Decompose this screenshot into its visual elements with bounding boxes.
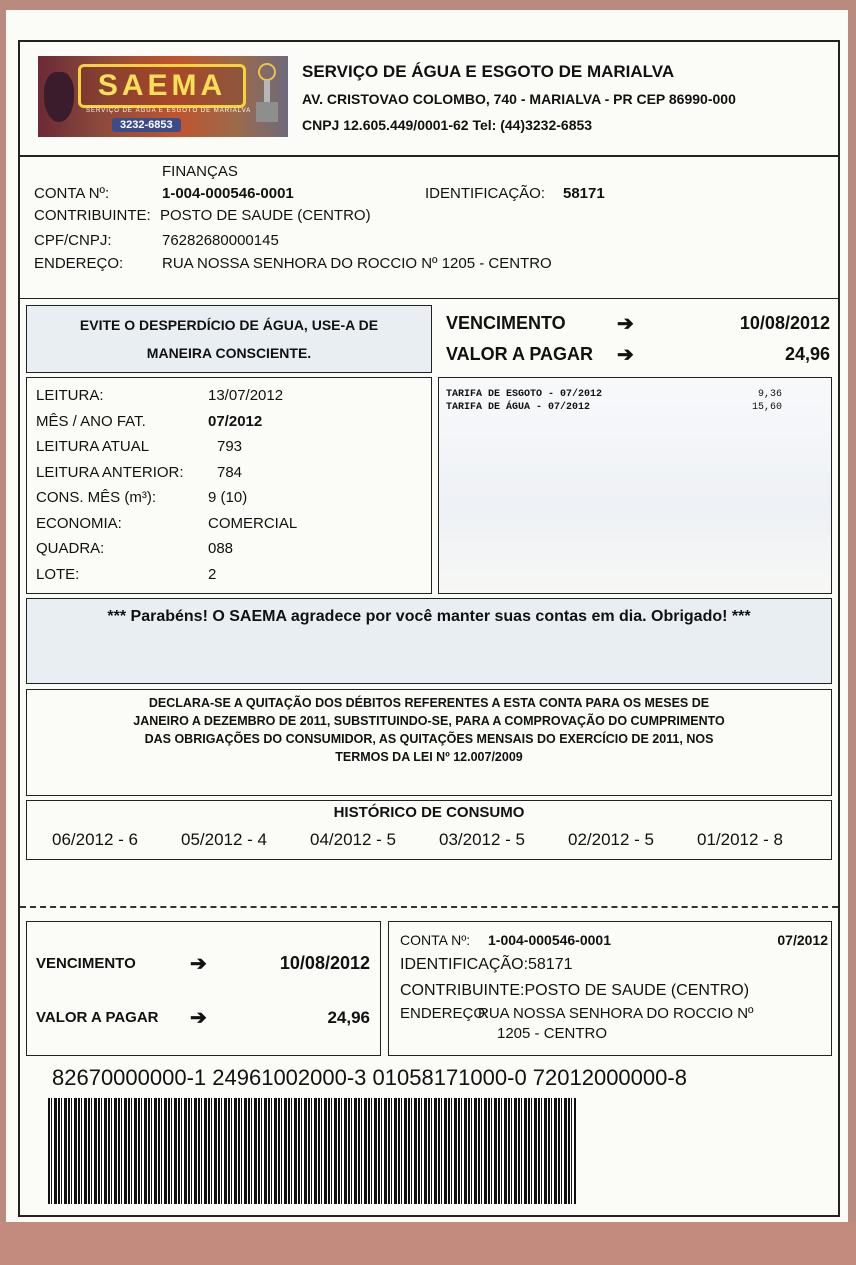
reading-label: LOTE: — [36, 565, 80, 583]
org-cnpj-phone: CNPJ 12.605.449/0001-62 Tel: (44)3232-6853 — [302, 117, 593, 133]
contrib-value: POSTO DE SAUDE (CENTRO) — [160, 207, 371, 224]
history-item: 03/2012 - 5 — [439, 830, 526, 849]
section-label: FINANÇAS — [162, 163, 238, 180]
reading-label: LEITURA ANTERIOR: — [36, 463, 184, 481]
reading-value: 9 (10) — [208, 489, 248, 506]
stub-end-label: ENDEREÇO: — [400, 1005, 490, 1022]
history-item: 06/2012 - 6 — [52, 830, 139, 849]
stub-end-line1: RUA NOSSA SENHORA DO ROCCIO Nº — [478, 1005, 754, 1022]
scan-edge — [0, 1222, 856, 1265]
logo-phone: 3232-6853 — [112, 118, 181, 132]
declaration-line: JANEIRO A DEZEMBRO DE 2011, SUBSTITUINDO-SE, PARA A COMPROVAÇÃO DO CUMPRIMENTO — [133, 714, 725, 728]
conta-label: CONTA Nº: — [34, 185, 110, 202]
reading-label: LEITURA: — [36, 387, 104, 404]
stub-valor-label: VALOR A PAGAR — [36, 1009, 159, 1026]
arrow-right-icon: ➔ — [190, 953, 207, 975]
thanks-message: *** Parabéns! O SAEMA agradece por você manter suas contas em dia. Obrigado! *** — [107, 608, 751, 625]
charge-label: TARIFA DE ESGOTO - 07/2012 — [446, 389, 603, 400]
reading-label: CONS. MÊS (m³): — [36, 489, 156, 506]
charge-value: 15,60 — [751, 402, 782, 413]
due-venc-label: VENCIMENTO — [446, 313, 566, 333]
reading-value: 088 — [208, 540, 234, 557]
history-item: 04/2012 - 5 — [310, 830, 397, 849]
stub-ident: IDENTIFICAÇÃO:58171 — [400, 956, 573, 973]
ident-value: 58171 — [563, 185, 605, 202]
history-title: HISTÓRICO DE CONSUMO — [333, 804, 525, 821]
arrow-right-icon: ➔ — [617, 344, 634, 366]
end-label: ENDEREÇO: — [34, 255, 124, 272]
notice-line2: MANEIRA CONSCIENTE. — [146, 345, 312, 361]
stub-venc-value: 10/08/2012 — [279, 953, 370, 973]
stub-conta-value: 1-004-000546-0001 — [488, 932, 611, 948]
reading-value: 784 — [217, 463, 243, 481]
stub-conta-label: CONTA Nº: — [400, 932, 471, 948]
charge-value: 9,36 — [757, 389, 782, 400]
stub-end-line2: 1205 - CENTRO — [497, 1025, 608, 1042]
org-address: AV. CRISTOVAO COLOMBO, 740 - MARIALVA - PR CEP 86990-000 — [302, 91, 736, 107]
declaration-line: TERMOS DA LEI Nº 12.007/2009 — [335, 750, 523, 764]
reading-value: 793 — [217, 438, 243, 455]
conta-value: 1-004-000546-0001 — [162, 185, 294, 202]
stub-valor-value: 24,96 — [327, 1008, 370, 1027]
stub-ref: 07/2012 — [777, 932, 828, 948]
reading-value: 2 — [208, 565, 217, 583]
due-valor-label: VALOR A PAGAR — [446, 344, 593, 364]
reading-label: LEITURA ATUAL — [36, 438, 150, 455]
stub-contrib: CONTRIBUINTE:POSTO DE SAUDE (CENTRO) — [400, 982, 750, 999]
arrow-right-icon: ➔ — [190, 1007, 207, 1029]
logo-tagline: SERVIÇO DE ÁGUA E ESGOTO DE MARIALVA — [86, 108, 252, 114]
history-item: 01/2012 - 8 — [697, 830, 784, 849]
org-name: SERVIÇO DE ÁGUA E ESGOTO DE MARIALVA — [302, 62, 675, 81]
reading-value: 07/2012 — [208, 412, 263, 430]
reading-value: COMERCIAL — [208, 514, 298, 532]
cpf-value: 76282680000145 — [162, 232, 279, 249]
end-value: RUA NOSSA SENHORA DO ROCCIO Nº 1205 - CENTRO — [162, 255, 552, 272]
due-valor-value: 24,96 — [784, 344, 830, 364]
contrib-label: CONTRIBUINTE: — [34, 207, 151, 224]
reading-label: MÊS / ANO FAT. — [36, 412, 146, 430]
bill-frame — [18, 40, 840, 1217]
charge-label: TARIFA DE ÁGUA - 07/2012 — [446, 402, 591, 413]
declaration-line: DECLARA-SE A QUITAÇÃO DOS DÉBITOS REFERENTES A ESTA CONTA PARA OS MESES DE — [148, 696, 710, 710]
due-venc-value: 10/08/2012 — [739, 313, 830, 333]
history-item: 02/2012 - 5 — [568, 830, 655, 849]
ident-label: IDENTIFICAÇÃO: — [425, 185, 546, 202]
reading-label: QUADRA: — [36, 540, 105, 557]
logo-wordmark: SAEMA — [78, 64, 246, 108]
history-item: 05/2012 - 4 — [181, 830, 268, 849]
notice-line1: EVITE O DESPERDÍCIO DE ÁGUA, USE-A DE — [79, 317, 379, 333]
barcode-digits: 82670000000-1 24961002000-3 01058171000-0 72012000000-8 — [52, 1065, 687, 1090]
arrow-right-icon: ➔ — [617, 313, 634, 335]
cpf-label: CPF/CNPJ: — [34, 232, 112, 249]
stub-venc-label: VENCIMENTO — [36, 955, 136, 972]
reading-label: ECONOMIA: — [36, 514, 122, 532]
declaration-line: DAS OBRIGAÇÕES DO CONSUMIDOR, AS QUITAÇÕES MENSAIS DO EXERCÍCIO DE 2011, NOS — [144, 732, 714, 746]
reading-value: 13/07/2012 — [208, 387, 284, 404]
